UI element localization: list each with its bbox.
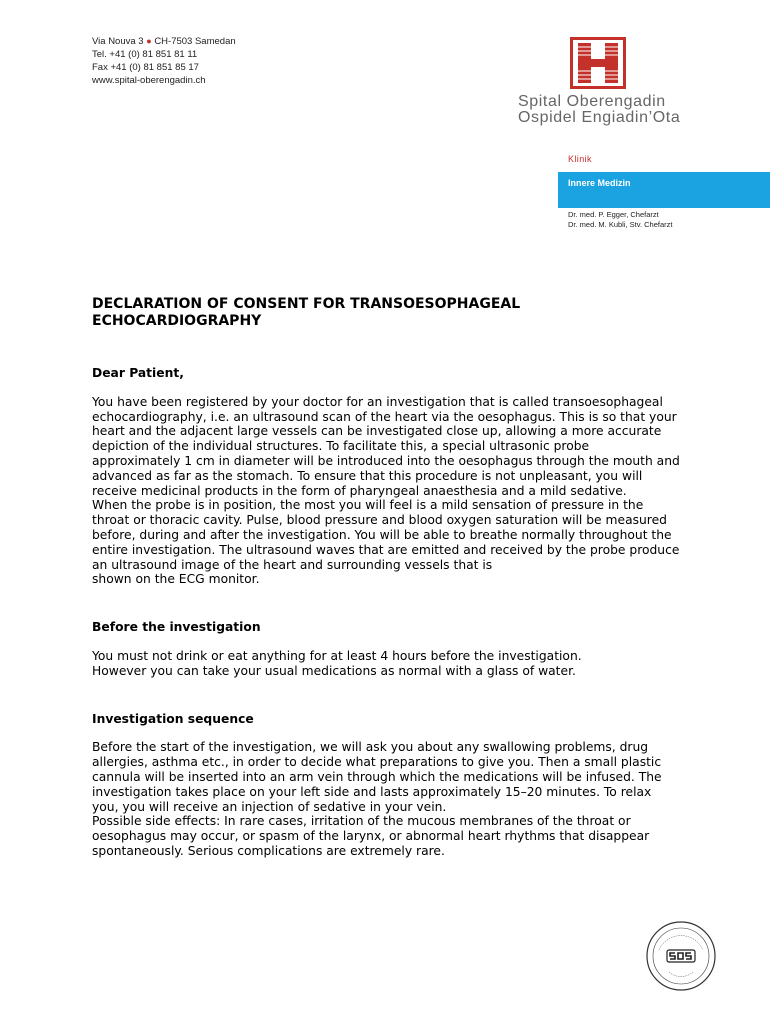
section-heading-sequence: Investigation sequence [92,711,254,726]
address-line [92,35,236,48]
paragraph-line: entire investigation. The ultrasound waves that are emitted and received by the probe produce [92,542,680,557]
paragraph-line: allergies, asthma etc., in order to decide what preparations to give you. Then a small plastic [92,755,662,770]
section-heading-before: Before the investigation [92,620,261,635]
paragraph-line: before, during and after the investigation. You will be able to breathe normally throughout the [92,527,672,542]
klinik-label: Klinik [568,154,592,164]
website-link[interactable]: www.spital-oberengadin.ch [92,75,206,86]
bullet-dot-icon: ● [146,36,152,46]
intro-paragraph [92,395,722,587]
sqs-iso-9001-seal-icon [645,920,717,992]
paragraph-line: cannula will be inserted into an arm vein through which the medications will be infused. The [92,769,662,784]
document-body [92,366,722,859]
hospital-name [518,94,680,126]
paragraph-line: You must not drink or eat anything for at least 4 hours before the investigation. [92,648,582,663]
hospital-h-logo-icon [570,37,626,89]
title-line2: ECHOCARDIOGRAPHY [92,313,262,329]
document-title [92,296,692,330]
paragraph-line: echocardiography, i.e. an ultrasound scan of the heart via the oesophagus. This is so that your [92,409,677,424]
doctor-deputy: Dr. med. M. Kubli, Stv. Chefarzt [568,220,673,229]
paragraph-line: However you can take your usual medications as normal with a glass of water. [92,663,576,678]
paragraph-line: you, you will receive an injection of sedative in your vein. [92,799,447,814]
address-city: CH-7503 Samedan [154,36,236,47]
department-bar [558,172,770,208]
hospital-name-line2: Ospidel Engiadin’Ota [518,109,681,126]
paragraph-line: You have been registered by your doctor for an investigation that is called transoesophageal [92,394,663,409]
paragraph-line: investigation takes place on your left side and lasts approximately 15–20 minutes. To relax [92,784,652,799]
salutation: Dear Patient, [92,366,184,380]
paragraph-line: approximately 1 cm in diameter will be introduced into the oesophagus through the mouth and [92,453,680,468]
paragraph-line: shown on the ECG monitor. [92,572,260,587]
paragraph-line: Possible side effects: In rare cases, irritation of the mucous membranes of the throat or [92,814,631,829]
paragraph-line: advanced as far as the stomach. To ensure that this procedure is not unpleasant, you will [92,468,643,483]
paragraph-line: an ultrasound image of the heart and surrounding vessels that is [92,557,493,572]
phone-number: Tel. +41 (0) 81 851 81 11 [92,49,198,60]
fax-number: Fax +41 (0) 81 851 85 17 [92,62,199,73]
paragraph-line: receive medicinal products in the form of pharyngeal anaesthesia and a mild sedative. [92,483,627,498]
doctors-list [568,210,672,230]
address-street: Via Nouva 3 [92,36,144,47]
paragraph-line: Before the start of the investigation, we will ask you about any swallowing problems, drug [92,740,649,755]
department-name: Innere Medizin [568,178,631,188]
paragraph-line: throat or thoracic cavity. Pulse, blood pressure and blood oxygen saturation will be measured [92,513,667,528]
hospital-name-line1: Spital Oberengadin [518,93,666,110]
address-block [92,35,236,87]
paragraph-line: depiction of the individual structures. To facilitate this, a special ultrasonic probe [92,439,590,454]
paragraph-line: oesophagus may occur, or spasm of the larynx, or abnormal heart rhythms that disappear [92,829,650,844]
doctor-chief: Dr. med. P. Egger, Chefarzt [568,210,659,219]
paragraph-line: spontaneously. Serious complications are extremely rare. [92,843,445,858]
paragraph-line: heart and the adjacent large vessels can be investigated close up, allowing a more accurate [92,424,662,439]
before-paragraph [92,649,722,679]
sequence-paragraph [92,740,722,858]
paragraph-line: When the probe is in position, the most you will feel is a mild sensation of pressure in the [92,498,644,513]
title-line1: DECLARATION OF CONSENT FOR TRANSOESOPHAGEAL [92,296,521,312]
